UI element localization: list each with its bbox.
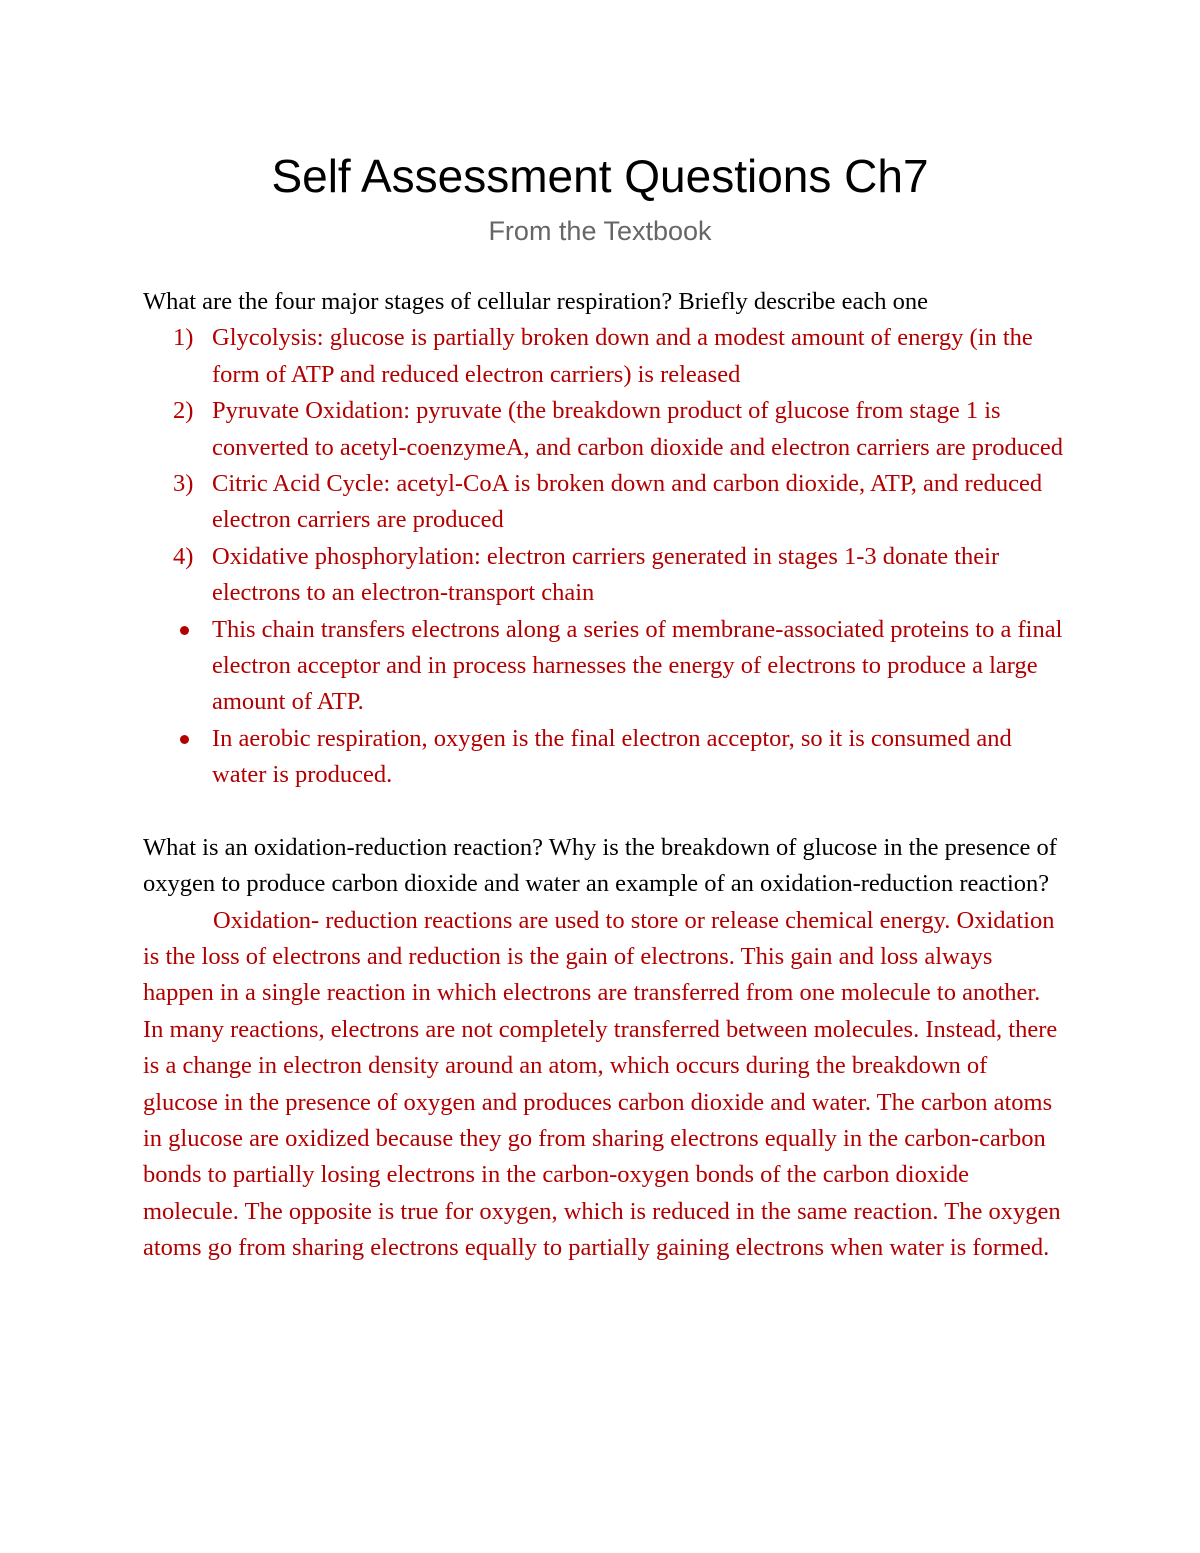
bullet-item [143,612,1063,721]
list-item-text: Oxidative phosphorylation: electron carriers generated in stages 1-3 donate their electrons to an electron-transport chain [212,542,1000,607]
paragraph-spacer [143,794,1063,830]
list-item [143,466,1063,539]
list-item [143,393,1063,466]
bullet-item [143,721,1063,794]
document-subtitle: From the Textbook [488,216,712,246]
stages-list [143,320,1063,611]
bullet-icon [180,626,189,635]
question-2: What is an oxidation-reduction reaction? Why is the breakdown of glucose in the presence of oxygen to produce carbon dioxide and water an example of an oxidation-reduction reaction? [143,833,1057,898]
list-item-number: 2) [173,397,194,425]
answer-2: Oxidation- reduction reactions are used to store or release chemical energy. Oxidation is the loss of electrons and reduction is the gain of electrons. This gain and loss always happen in a single reaction in which electrons are transferred from one molecule to another. In many reactions, electrons are not completely transferred between molecules. Instead, there is a change in electron density around an atom, which occurs during the breakdown of glucose in the presence of oxygen and produces carbon dioxide and water. The carbon atoms in glucose are oxidized because they go from sharing electrons equally in the carbon-carbon bonds to partially losing electrons in the carbon-oxygen bonds of the carbon dioxide molecule. The opposite is true for oxygen, which is reduced in the same reaction. The oxygen atoms go from sharing electrons equally to partially gaining electrons when water is formed. [143,906,1061,1262]
document-title: Self Assessment Questions Ch7 [271,150,929,202]
list-item-text: Citric Acid Cycle: acetyl-CoA is broken down and carbon dioxide, ATP, and reduced electron carriers are produced [212,470,1043,534]
bullet-text: In aerobic respiration, oxygen is the final electron acceptor, so it is consumed and water is produced. [212,724,1012,789]
document-body [143,284,1063,1267]
list-item-number: 1) [173,324,194,352]
list-item [143,320,1063,393]
list-item [143,539,1063,612]
bullet-text: This chain transfers electrons along a series of membrane-associated proteins to a final electron acceptor and in process harnesses the energy of electrons to produce a large amount of ATP. [212,615,1063,716]
list-item-number: 4) [173,542,194,570]
list-item-number: 3) [173,470,194,498]
bullet-list [143,612,1063,794]
list-item-text: Pyruvate Oxidation: pyruvate (the breakdown product of glucose from stage 1 is converted to acetyl-coenzymeA, and carbon dioxide and electron carriers are produced [212,397,1063,461]
list-item-text: Glycolysis: glucose is partially broken down and a modest amount of energy (in the form of ATP and reduced electron carriers) is released [212,324,1033,388]
question-1: What are the four major stages of cellular respiration? Briefly describe each one [143,288,929,315]
bullet-icon [180,735,189,744]
